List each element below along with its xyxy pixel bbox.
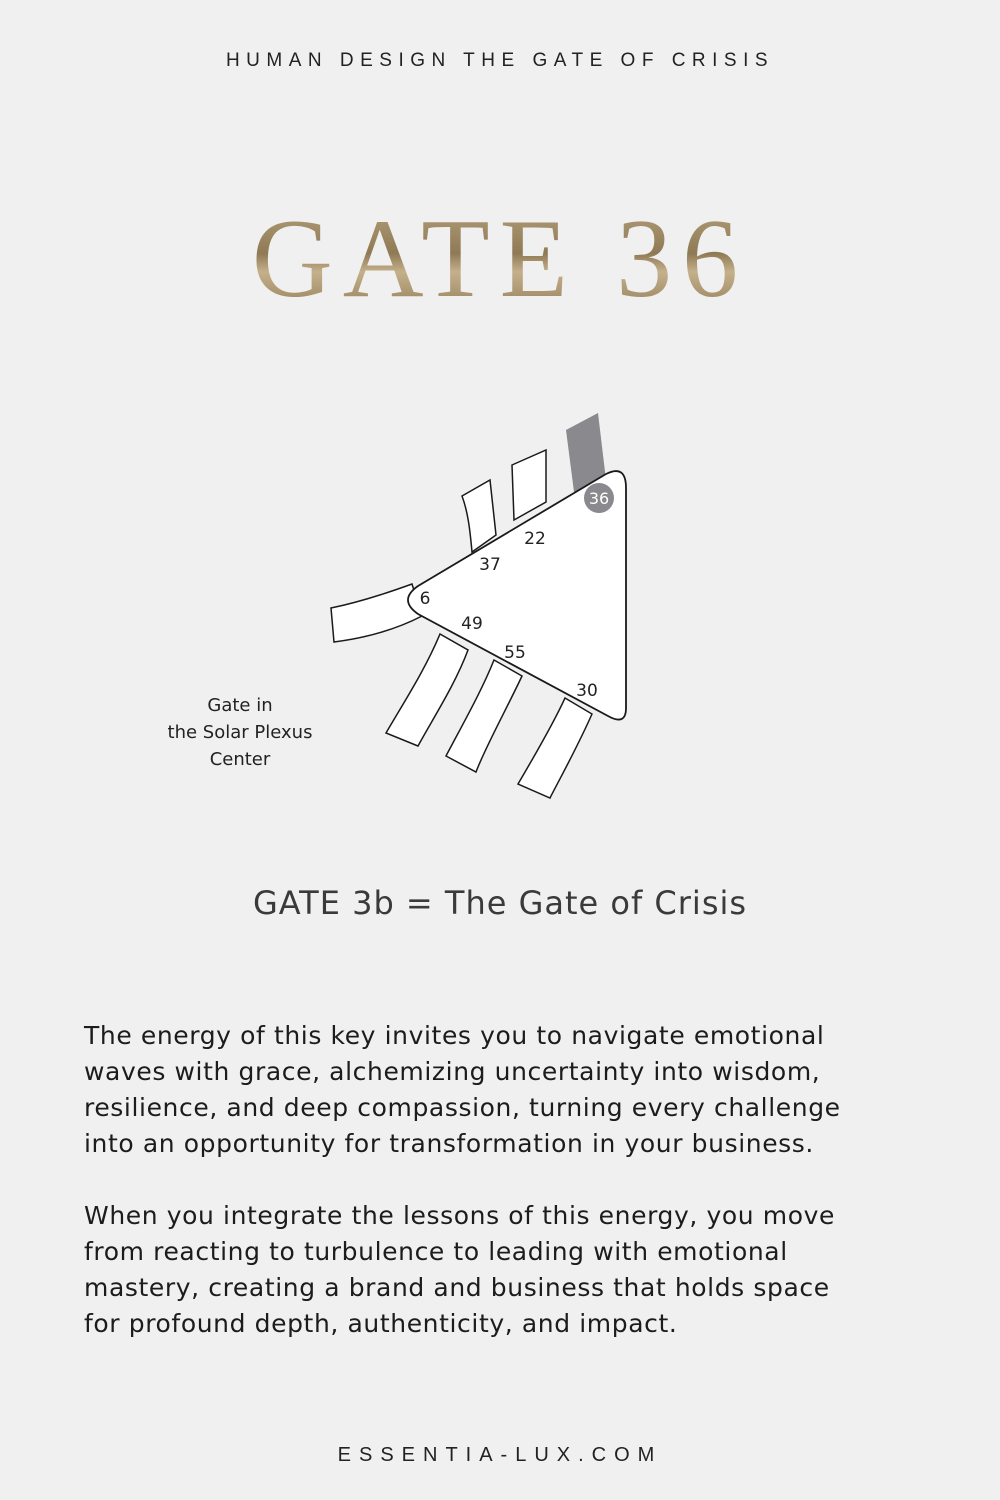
center-caption-line: the Solar Plexus xyxy=(167,722,313,743)
gate-22-label: 22 xyxy=(524,529,546,549)
site-url[interactable]: ESSENTIA-LUX.COM xyxy=(337,1444,663,1466)
channel-22 xyxy=(512,450,546,520)
gate-37-label: 37 xyxy=(479,555,501,575)
paragraph-line: for profound depth, authenticity, and impact. xyxy=(84,1309,678,1338)
paragraph-line: resilience, and deep compassion, turning every challenge xyxy=(84,1093,841,1122)
channel-30 xyxy=(518,698,592,798)
paragraph-line: The energy of this key invites you to navigate emotional xyxy=(84,1021,825,1050)
center-caption-line: Gate in xyxy=(207,695,273,716)
paragraph-line: When you integrate the lessons of this energy, you move xyxy=(84,1201,835,1230)
paragraph-1 xyxy=(84,1018,924,1162)
center-caption-line: Center xyxy=(209,749,271,770)
gate-49-label: 49 xyxy=(461,614,483,634)
channel-37 xyxy=(462,480,496,552)
channel-55 xyxy=(446,660,522,772)
gate-36-label: 36 xyxy=(588,489,610,508)
paragraph-2 xyxy=(84,1198,924,1342)
gate-6-label: 6 xyxy=(419,589,431,609)
gate-subtitle: GATE 3b = The Gate of Crisis xyxy=(252,884,748,922)
solar-plexus-diagram xyxy=(300,400,660,810)
gate-55-label: 55 xyxy=(504,643,526,663)
center-caption xyxy=(140,692,340,773)
paragraph-line: into an opportunity for transformation in your business. xyxy=(84,1129,814,1158)
page-kicker: HUMAN DESIGN THE GATE OF CRISIS xyxy=(225,50,775,71)
paragraph-line: mastery, creating a brand and business that holds space xyxy=(84,1273,830,1302)
channel-6 xyxy=(331,584,422,642)
page-title: GATE 36 xyxy=(0,198,1000,321)
gate-30-label: 30 xyxy=(576,681,598,701)
paragraph-line: from reacting to turbulence to leading with emotional xyxy=(84,1237,788,1266)
paragraph-line: waves with grace, alchemizing uncertainty into wisdom, xyxy=(84,1057,821,1086)
channel-49 xyxy=(386,634,468,746)
